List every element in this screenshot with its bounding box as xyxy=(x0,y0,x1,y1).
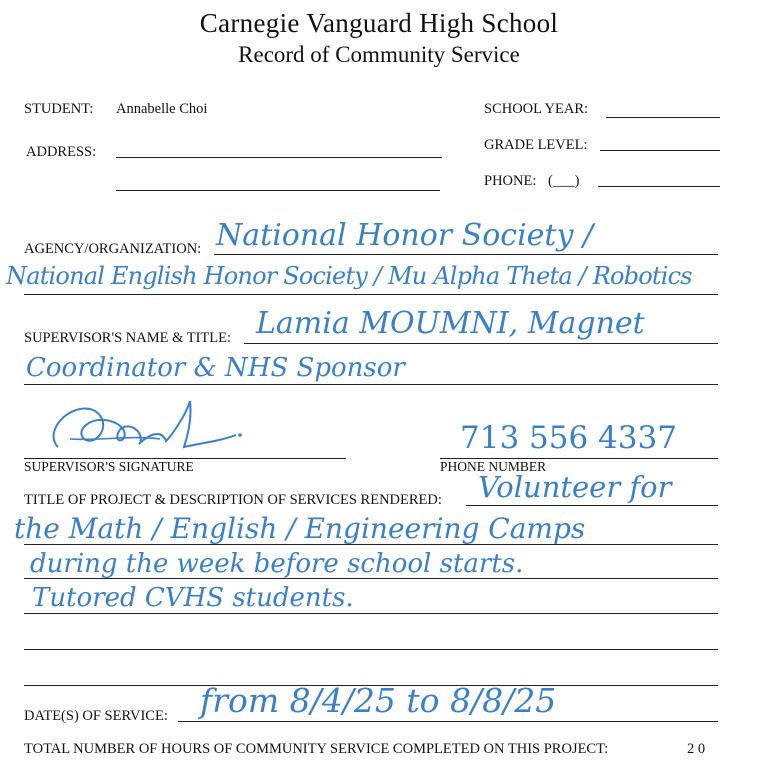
student-name-value[interactable]: Annabelle Choi xyxy=(116,101,208,117)
agency-label: AGENCY/ORGANIZATION: xyxy=(24,241,202,257)
supervisor-handwriting-1: Lamia MOUMNI, Magnet xyxy=(256,306,645,341)
address-label: ADDRESS: xyxy=(26,144,97,160)
project-field-line5[interactable] xyxy=(24,649,718,650)
dates-handwriting: from 8/4/25 to 8/8/25 xyxy=(200,681,557,720)
student-label: STUDENT: xyxy=(24,101,94,117)
project-handwriting-2: the Math / English / Engineering Camps xyxy=(14,512,586,545)
school-year-label: SCHOOL YEAR: xyxy=(484,101,589,117)
project-field-line4[interactable] xyxy=(24,613,718,614)
agency-handwriting-2: National English Honor Society / Mu Alpha Theta / Robotics xyxy=(6,262,692,290)
school-name: Carnegie Vanguard High School xyxy=(199,8,559,38)
phone-label: PHONE: xyxy=(484,173,537,189)
phone-number-label: PHONE NUMBER xyxy=(440,459,547,474)
signature-scribble xyxy=(40,395,250,465)
total-hours-label: TOTAL NUMBER OF HOURS OF COMMUNITY SERVICE COMPLETED ON THIS PROJECT: xyxy=(24,741,609,757)
dates-of-service-field[interactable] xyxy=(178,721,718,722)
phone-area-code-field[interactable]: (___) xyxy=(548,173,580,189)
supervisor-name-label: SUPERVISOR'S NAME & TITLE: xyxy=(24,330,232,346)
supervisor-name-field-line1[interactable] xyxy=(244,343,718,344)
agency-handwriting-1: National Honor Society / xyxy=(216,218,594,253)
project-handwriting-1: Volunteer for xyxy=(478,470,672,504)
address-field-line1[interactable] xyxy=(116,157,442,158)
project-field-line1[interactable] xyxy=(466,505,718,506)
supervisor-phone-handwriting: 713 556 4337 xyxy=(460,420,677,456)
total-hours-value[interactable]: 2 0 xyxy=(687,741,706,757)
school-year-field[interactable] xyxy=(606,117,720,118)
project-handwriting-3: during the week before school starts. xyxy=(30,549,524,579)
grade-level-field[interactable] xyxy=(600,150,720,151)
supervisor-signature-label: SUPERVISOR'S SIGNATURE xyxy=(24,459,194,474)
phone-field[interactable] xyxy=(598,186,720,187)
project-handwriting-4: Tutored CVHS students. xyxy=(32,583,354,613)
project-title-label: TITLE OF PROJECT & DESCRIPTION OF SERVICES RENDERED: xyxy=(24,492,442,508)
address-field-line2[interactable] xyxy=(116,190,440,191)
supervisor-name-field-line2[interactable] xyxy=(24,384,718,385)
grade-level-label: GRADE LEVEL: xyxy=(484,137,588,153)
supervisor-handwriting-2: Coordinator & NHS Sponsor xyxy=(26,353,405,383)
dates-of-service-label: DATE(S) OF SERVICE: xyxy=(24,708,168,724)
form-title: Record of Community Service xyxy=(238,42,520,67)
agency-field-line1[interactable] xyxy=(214,254,718,255)
agency-field-line2[interactable] xyxy=(24,294,718,295)
